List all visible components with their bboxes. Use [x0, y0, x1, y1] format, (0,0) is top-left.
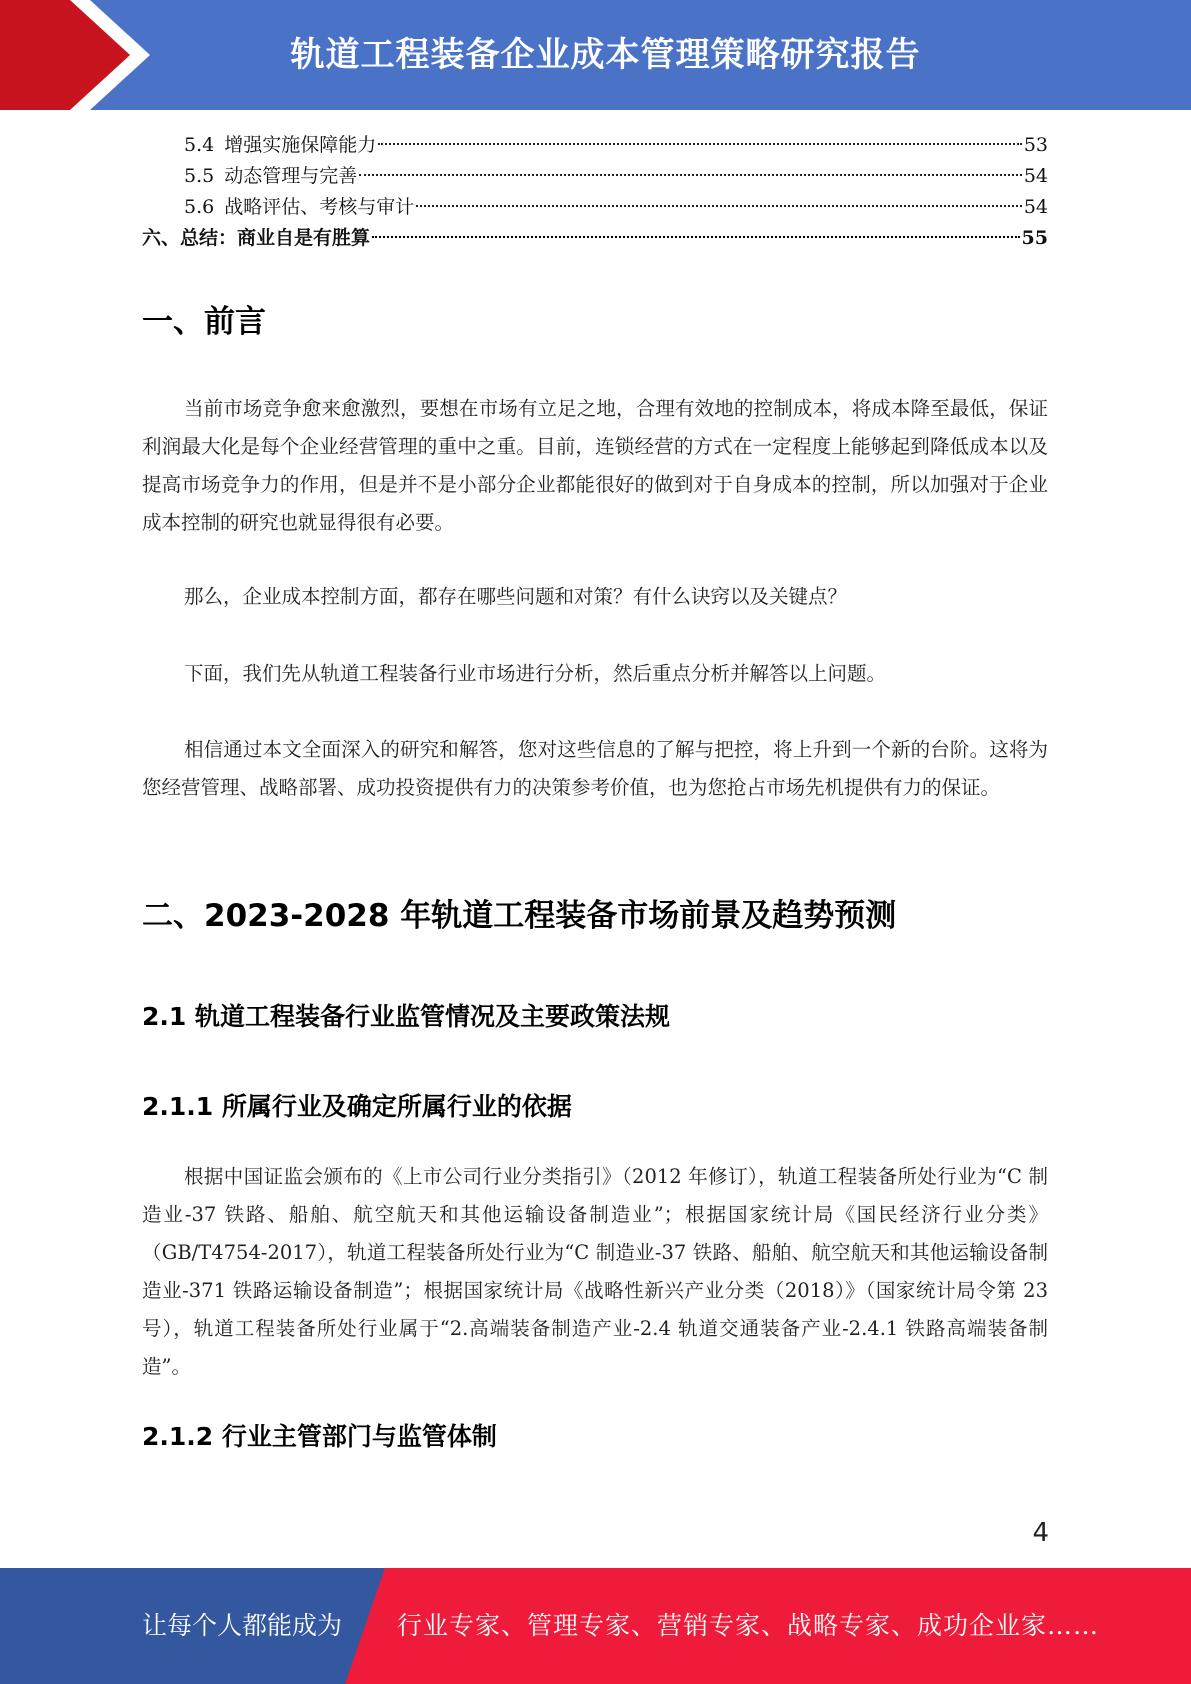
subsection-heading: 2.1 轨道工程装备行业监管情况及主要政策法规 — [142, 1002, 670, 1031]
section-heading: 一、前言 — [142, 304, 266, 340]
report-title: 轨道工程装备企业成本管理策略研究报告 — [290, 35, 921, 75]
toc-entry[interactable] — [142, 223, 1048, 254]
footer-slogan-right: 行业专家、管理专家、营销专家、战略专家、成功企业家…… — [397, 1611, 1100, 1640]
toc-entry-label: 战略评估、考核与审计 — [224, 196, 415, 218]
toc-entry-page: 54 — [1023, 165, 1048, 187]
toc-entry[interactable] — [142, 130, 1048, 161]
toc-entry-number: 5.6 — [184, 196, 215, 218]
toc-entry-label: 六、总结：商业自是有胜算 — [142, 227, 371, 249]
toc-entry[interactable] — [142, 192, 1048, 223]
toc-leader — [372, 236, 1020, 238]
page-number: 4 — [1032, 1518, 1049, 1548]
body-paragraph: 当前市场竞争愈来愈激烈，要想在市场有立足之地，合理有效地的控制成本，将成本降至最低，保证利润最大化是每个企业经营管理的重中之重。目前，连锁经营的方式在一定程度上能够起到降低成本以及提高市场竞争力的作用，但是并不是小部分企业都能很好的做到对于自身成本的控制，所以加强对于企业成本控制的研究也就显得很有必要。 — [142, 397, 1048, 534]
toc-leader — [378, 143, 1022, 145]
page-header — [0, 0, 1191, 110]
table-of-contents — [142, 130, 1048, 254]
toc-entry-number: 5.4 — [184, 134, 215, 156]
toc-entry-label: 动态管理与完善 — [224, 165, 358, 187]
footer-slogan-left: 让每个人都能成为 — [142, 1611, 343, 1640]
toc-leader — [416, 205, 1022, 207]
body-paragraph: 相信通过本文全面深入的研究和解答，您对这些信息的了解与把控，将上升到一个新的台阶。这将为您经营管理、战略部署、成功投资提供有力的决策参考价值，也为您抢占市场先机提供有力的保证。 — [142, 738, 1048, 799]
toc-entry-label: 增强实施保障能力 — [224, 134, 377, 156]
subsection-heading: 2.1.1 所属行业及确定所属行业的依据 — [142, 1092, 572, 1121]
toc-entry-page: 54 — [1023, 196, 1048, 218]
subsection-heading: 2.1.2 行业主管部门与监管体制 — [142, 1422, 497, 1451]
body-paragraph: 下面，我们先从轨道工程装备行业市场进行分析，然后重点分析并解答以上问题。 — [184, 662, 887, 685]
body-paragraph: 那么，企业成本控制方面，都存在哪些问题和对策？有什么诀窍以及关键点？ — [184, 585, 848, 608]
toc-entry-page: 53 — [1023, 134, 1048, 156]
body-paragraph: 根据中国证监会颁布的《上市公司行业分类指引》（2012 年修订），轨道工程装备所处行业为“C 制造业-37 铁路、船舶、航空航天和其他运输设备制造业”；根据国家统计局《国民经济行业分类》（GB/T4754-2017），轨道工程装备所处行业为“C 制造业-37 铁路、船舶、航空航天和其他运输设备制造业-371 铁路运输设备制造”；根据国家统计局《战略性新兴产业分类（2018）》（国家统计局令第 23 号），轨道工程装备所处行业属于“2.高端装备制造产业-2.4 轨道交通装备产业-2.4.1 铁路高端装备制造”。 — [142, 1165, 1048, 1378]
section-heading: 二、2023-2028 年轨道工程装备市场前景及趋势预测 — [142, 898, 897, 934]
toc-entry-page: 55 — [1021, 227, 1048, 249]
page-footer — [0, 1568, 1191, 1684]
toc-entry[interactable] — [142, 161, 1048, 192]
toc-entry-number: 5.5 — [184, 165, 215, 187]
toc-leader — [359, 174, 1022, 176]
